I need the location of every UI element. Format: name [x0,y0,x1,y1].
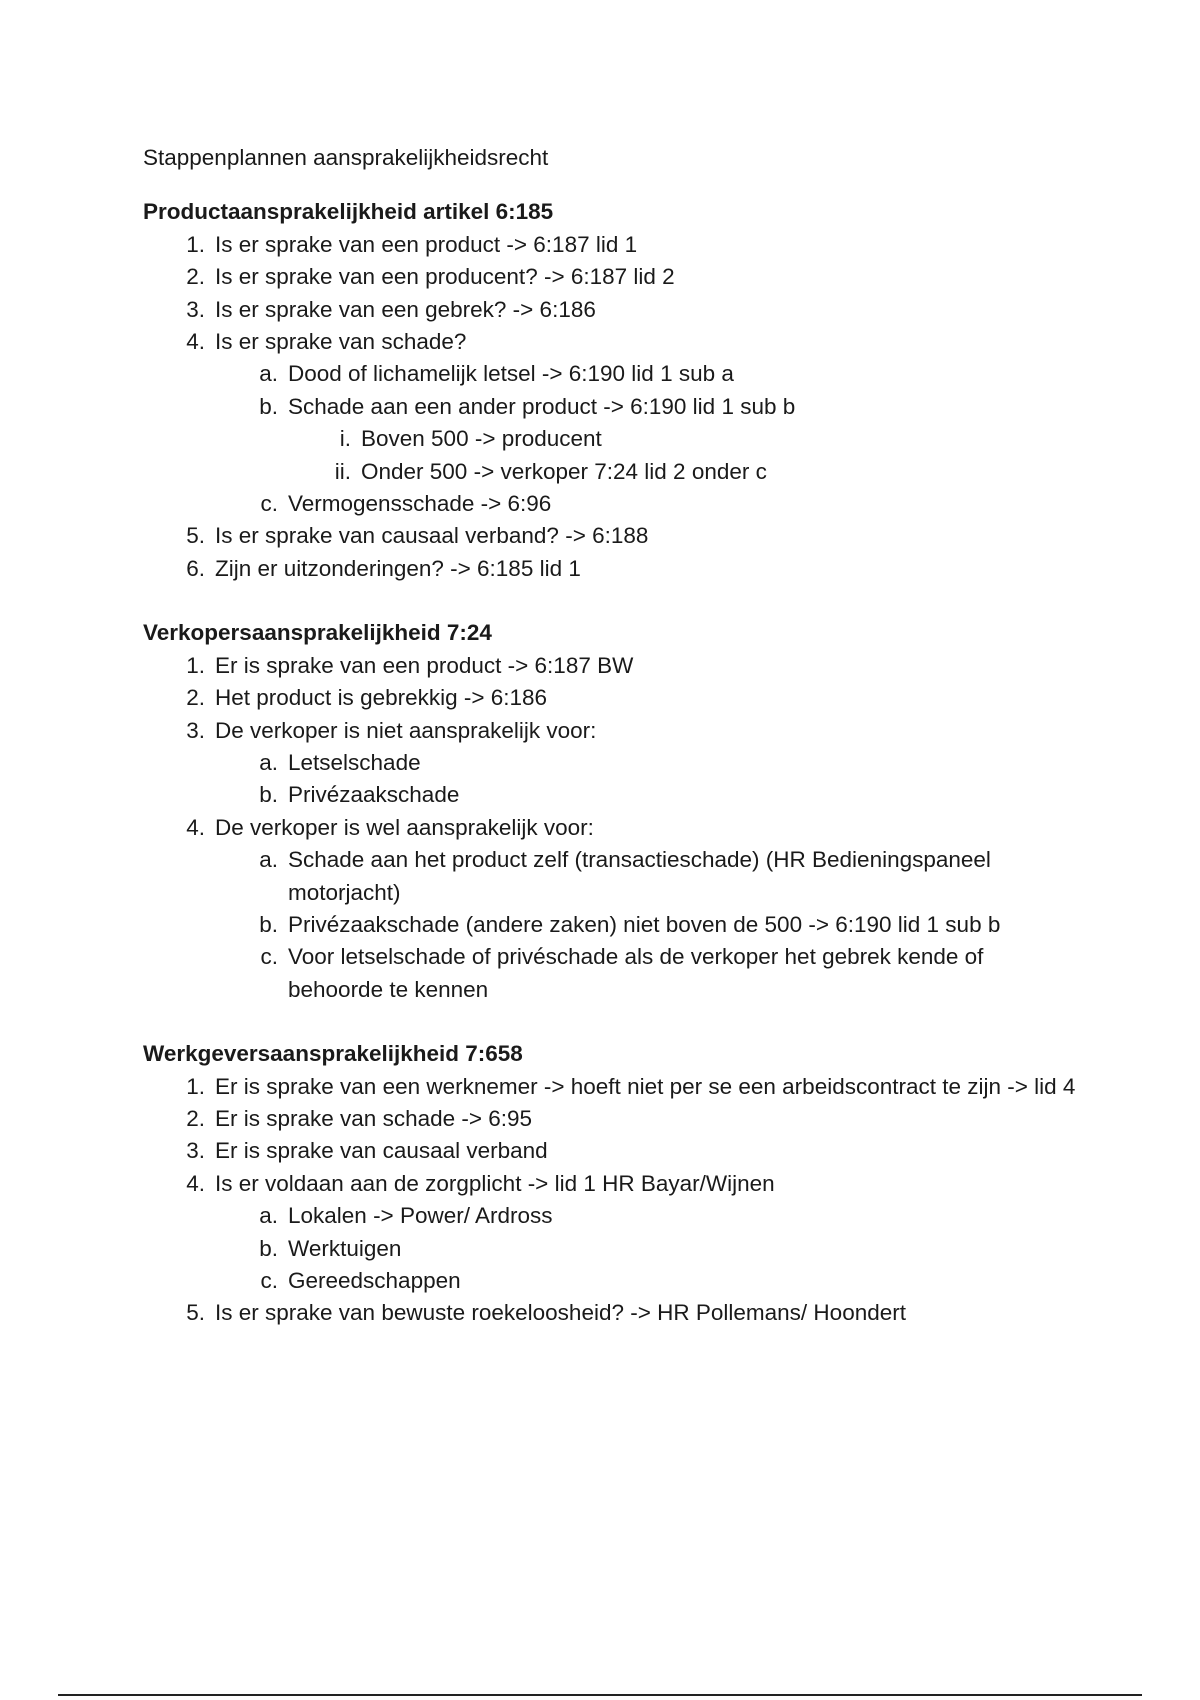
list-item-text: Voor letselschade of privéschade als de verkoper het gebrek kende of behoorde te kennen [288,944,984,1002]
list-item-marker: 4. [186,1170,205,1196]
list-item-marker: 3. [186,1138,205,1164]
list-item-text: Er is sprake van een product -> 6:187 BW [215,652,634,678]
list-item-marker: a. [259,749,278,775]
list-item-text: Is er voldaan aan de zorgplicht -> lid 1 HR Bayar/Wijnen [215,1170,775,1196]
document-title: Stappenplannen aansprakelijkheidsrecht [143,145,549,170]
list-item-marker: 3. [186,296,205,322]
list-item-text: Er is sprake van causaal verband [215,1138,548,1164]
section [143,617,1083,1006]
list-item-marker: ii. [334,458,351,484]
list-item-marker: 6. [186,555,205,581]
list-item [143,229,1083,261]
list-item-text: Werktuigen [288,1235,402,1261]
list-item [143,423,1083,455]
section-heading: Werkgeversaansprakelijkheid 7:658 [143,1041,523,1067]
list-item [143,715,1083,747]
list-item-marker: 2. [186,1105,205,1131]
list-item-marker: 5. [186,523,205,549]
list-item-text: De verkoper is niet aansprakelijk voor: [215,717,597,743]
list-item [143,391,1083,423]
list-item [143,747,1083,779]
list-item [143,1200,1083,1232]
list-item-text: Is er sprake van schade? [215,329,467,355]
list-item-marker: 5. [186,1300,205,1326]
list-item-marker: 4. [186,329,205,355]
list-item [143,1071,1083,1103]
list-item-marker: b. [259,393,278,419]
list-item [143,1168,1083,1200]
list-item-marker: a. [259,847,278,873]
list-item [143,650,1083,682]
list-item-marker: i. [339,426,351,452]
section [143,1038,1083,1330]
list-item [143,488,1083,520]
list-item [143,1135,1083,1167]
list-item-text: Gereedschappen [288,1268,461,1293]
list-item-marker: 1. [186,1073,205,1099]
list-item-text: Onder 500 -> verkoper 7:24 lid 2 onder c [361,458,767,484]
list-item-text: Zijn er uitzonderingen? -> 6:185 lid 1 [215,555,581,581]
list-item [143,326,1083,358]
list-item [143,1233,1083,1265]
list-item-marker: a. [259,361,278,387]
list-item [143,358,1083,390]
list-item [143,941,1083,1006]
list-item [143,553,1083,585]
list-item-text: Is er sprake van causaal verband? -> 6:188 [215,523,649,549]
list-item-marker: 3. [186,717,205,743]
list-item [143,682,1083,714]
list-item [143,812,1083,844]
list-item-marker: b. [259,911,278,937]
section [143,196,1083,585]
list-item-marker: b. [259,1235,278,1261]
list-item-text: Het product is gebrekkig -> 6:186 [215,685,548,711]
list-item [143,909,1083,941]
list-item-text: Er is sprake van een werknemer -> hoeft niet per se een arbeidscontract te zijn -> lid 4 [215,1073,1076,1099]
list-item-text: Is er sprake van bewuste roekeloosheid? -> HR Pollemans/ Hoondert [215,1300,906,1326]
section-heading: Verkopersaansprakelijkheid 7:24 [143,620,492,646]
section-heading: Productaansprakelijkheid artikel 6:185 [143,199,554,225]
list-item [143,520,1083,552]
list-item-text: Is er sprake van een gebrek? -> 6:186 [215,296,596,322]
bottom-divider [58,1694,1142,1696]
list-item [143,779,1083,811]
list-item-text: Is er sprake van een producent? -> 6:187 lid 2 [215,264,675,290]
list-item [143,456,1083,488]
list-item [143,294,1083,326]
list-item-text: Is er sprake van een product -> 6:187 lid 1 [215,231,638,257]
list-item-text: Schade aan het product zelf (transactieschade) (HR Bedieningspaneel motorjacht) [288,847,991,905]
list-item-text: Privézaakschade [288,782,460,808]
list-item [143,1103,1083,1135]
list-item-text: Boven 500 -> producent [361,426,602,452]
list-item-text: Privézaakschade (andere zaken) niet boven de 500 -> 6:190 lid 1 sub b [288,911,1001,937]
list-item [143,1265,1083,1297]
list-item-text: Letselschade [288,749,421,775]
list-item [143,844,1083,909]
list-item-text: Dood of lichamelijk letsel -> 6:190 lid 1 sub a [288,361,734,387]
list-item [143,261,1083,293]
list-item-marker: 1. [186,231,205,257]
list-item-text: Schade aan een ander product -> 6:190 lid 1 sub b [288,393,796,419]
list-item-marker: 2. [186,685,205,711]
list-item-marker: b. [259,782,278,808]
list-item-marker: 1. [186,652,205,678]
document-content [143,142,1083,1362]
list-item-text: Vermogensschade -> 6:96 [288,491,552,517]
list-item-marker: 4. [186,814,205,840]
list-item-text: De verkoper is wel aansprakelijk voor: [215,814,594,840]
list-item-marker: a. [259,1203,278,1229]
list-item-marker: c. [260,944,278,970]
list-item-marker: c. [260,491,278,517]
list-item-marker: c. [260,1268,278,1293]
list-item [143,1297,1083,1329]
list-item-text: Er is sprake van schade -> 6:95 [215,1105,533,1131]
list-item-marker: 2. [186,264,205,290]
sections-container [143,196,1083,1329]
list-item-text: Lokalen -> Power/ Ardross [288,1203,553,1229]
